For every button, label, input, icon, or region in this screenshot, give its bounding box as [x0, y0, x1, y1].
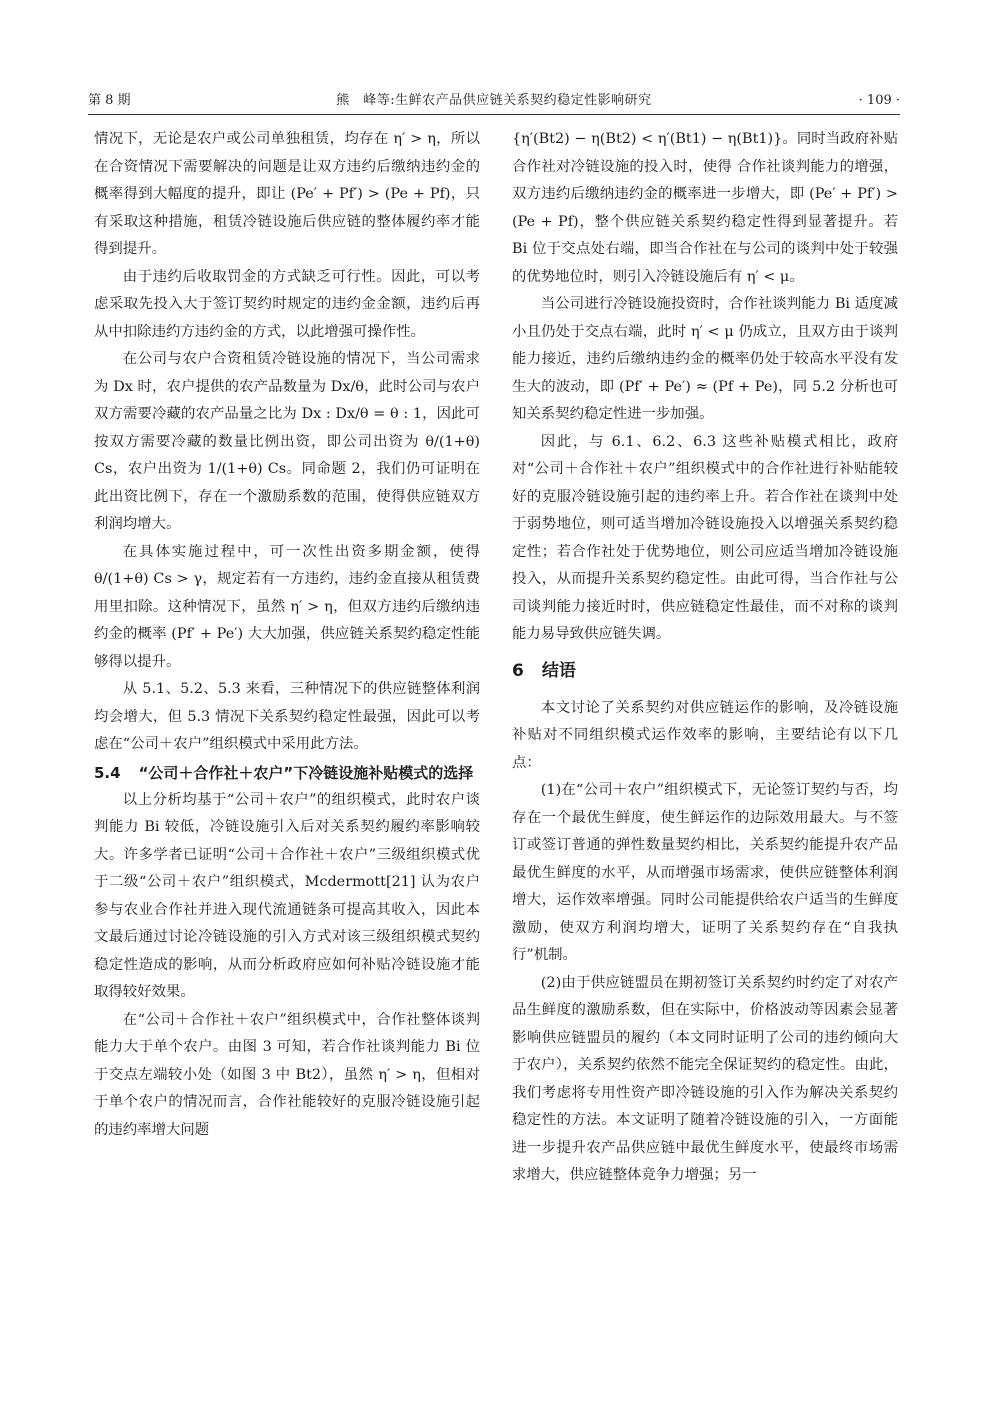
paragraph: 在公司与农户合资租赁冷链设施的情况下，当公司需求为 Dx 时，农户提供的农产品数量为 Dx/θ，此时公司与农户双方需要冷藏的农产品量之比为 Dx : Dx/θ = θ : 1，因此可按双方需要冷藏的数量比例出资，即公司出资为 θ/(1+θ) Cs，农户出资为 1/(1+θ) Cs。同命题 2，我们仍可证明在此出资比例下，存在一个激励系数的范围，使得供应链双方利润均增大。 [94, 351, 480, 532]
paragraph: 由于违约后收取罚金的方式缺乏可行性。因此，可以考虑采取先投入大于签订契约时规定的违约金金额，违约后再从中扣除违约方违约金的方式，以此增强可操作性。 [94, 268, 480, 340]
paragraph: 因此，与 6.1、6.2、6.3 这些补贴模式相比，政府对“公司＋合作社＋农户”组织模式中的合作社进行补贴能较好的克服冷链设施引起的违约率上升。若合作社在谈判中处于弱势地位，则可适当增加冷链设施投入以增强关系契约稳定性；若合作社处于优势地位，则公司应适当增加冷链设施投入，从而提升关系契约稳定性。由此可得，当合作社与公司谈判能力接近时时，供应链稳定性最佳，而不对称的谈判能力易导致供应链失调。 [512, 433, 898, 642]
paragraph: (2)由于供应链盟员在期初签订关系契约时约定了对农产品生鲜度的激励系数，但在实际中，价格波动等因素会显著影响供应链盟员的履约（本文同时证明了公司的违约倾向大于农户），关系契约依然不能完全保证契约的稳定性。由此，我们考虑将专用性资产即冷链设施的引入作为解决关系契约稳定性的方法。本文证明了随着冷链设施的引入，一方面能进一步提升农产品供应链中最优生鲜度水平，使最终市场需求增大，供应链整体竞争力增强；另一 [512, 974, 898, 1183]
running-header [88, 90, 900, 112]
paragraph: 情况下，无论是农户或公司单独租赁，均存在 η′ > η，所以在合资情况下需要解决的问题是让双方违约后缴纳违约金的概率得到大幅度的提升，即让 (Pe′ + Pf′) > (Pe + Pf)，只有采取这种措施，租赁冷链设施后供应链的整体履约率才能得到提升。 [94, 131, 480, 257]
right-column [512, 126, 898, 1316]
running-title: 熊 峰等:生鲜农产品供应链关系契约稳定性影响研究 [336, 93, 652, 108]
section-number: 5.4 [94, 763, 121, 782]
paragraph: 当公司进行冷链设施投资时，合作社谈判能力 Bi 适度减小且仍处于交点右端，此时 η′ < μ 仍成立，且双方由于谈判能力接近，违约后缴纳违约金的概率仍处于较高水平没有发生大的波动，即 (Pf′ + Pe′) ≈ (Pf + Pe)，同 5.2 分析也可知关系契约稳定性进一步加强。 [512, 296, 898, 422]
header-rule [88, 114, 900, 115]
section-title: 结语 [541, 660, 576, 681]
paragraph: (1)在“公司＋农户”组织模式下，无论签订契约与否，均存在一个最优生鲜度，使生鲜运作的边际效用最大。与不签订或签订普通的弹性数量契约相比，关系契约能提升农产品最优生鲜度的水平，从而增强市场需求，使供应链整体利润增大，运作效率增强。同时公司能提供给农户适当的生鲜度激励，使双方利润均增大，证明了关系契约存在“自我执行”机制。 [512, 782, 898, 963]
paragraph: {η′(Bt2) − η(Bt2) < η′(Bt1) − η(Bt1)}。同时当政府补贴合作社对冷链设施的投入时，使得 合作社谈判能力的增强，双方违约后缴纳违约金的概率进一步增大，即 (Pe′ + Pf′) > (Pe + Pf)，整个供应链关系契约稳定性得到显著提升。若 Bi 位于交点处右端，即当合作社在与公司的谈判中处于较强的优势地位时，则引入冷链设施后有 η′ < μ。 [512, 131, 898, 285]
section-heading-6 [512, 657, 898, 685]
paragraph: 本文讨论了关系契约对供应链运作的影响，及冷链设施补贴对不同组织模式运作效率的影响，主要结论有以下几点： [512, 699, 898, 771]
paragraph: 在“公司＋合作社＋农户”组织模式中，合作社整体谈判能力大于单个农户。由图 3 可知，若合作社谈判能力 Bi 位于交点左端较小处（如图 3 中 Bt2），虽然 η′ > η，但相对于单个农户的情况而言，合作社能较好的克服冷链设施引起的违约率增大问题 [94, 1011, 480, 1138]
paragraph: 从 5.1、5.2、5.3 来看，三种情况下的供应链整体利润均会增大，但 5.3 情况下关系契约稳定性最强，因此可以考虑在“公司＋农户”组织模式中采用此方法。 [94, 681, 480, 752]
section-number: 6 [512, 660, 524, 681]
issue-label: 第 8 期 [88, 93, 131, 108]
paragraph: 以上分析均基于“公司＋农户”的组织模式，此时农户谈判能力 Bi 较低，冷链设施引入后对关系契约履约率影响较大。许多学者已证明“公司＋合作社＋农户”三级组织模式优于二级“公司＋农户”组织模式，Mcdermott[21] 认为农户参与农业合作社并进入现代流通链条可提高其收入，因此本文最后通过讨论冷链设施的引入方式对该三级组织模式契约稳定性造成的影响，从而分析政府应如何补贴冷链设施才能取得较好效果。 [94, 791, 480, 1000]
paragraph: 在具体实施过程中，可一次性出资多期金额，使得 θ/(1+θ) Cs > γ，规定若有一方违约，违约金直接从租赁费用里扣除。这种情况下，虽然 η′ > η，但双方违约后缴纳违约金的概率 (Pf′ + Pe′) 大大加强，供应链关系契约稳定性能够得以提升。 [94, 543, 480, 670]
section-title: “公司＋合作社＋农户”下冷链设施补贴模式的选择 [138, 763, 474, 782]
section-heading-5-4 [94, 759, 480, 787]
page-number: · 109 · [858, 93, 900, 108]
left-column [94, 126, 480, 1316]
